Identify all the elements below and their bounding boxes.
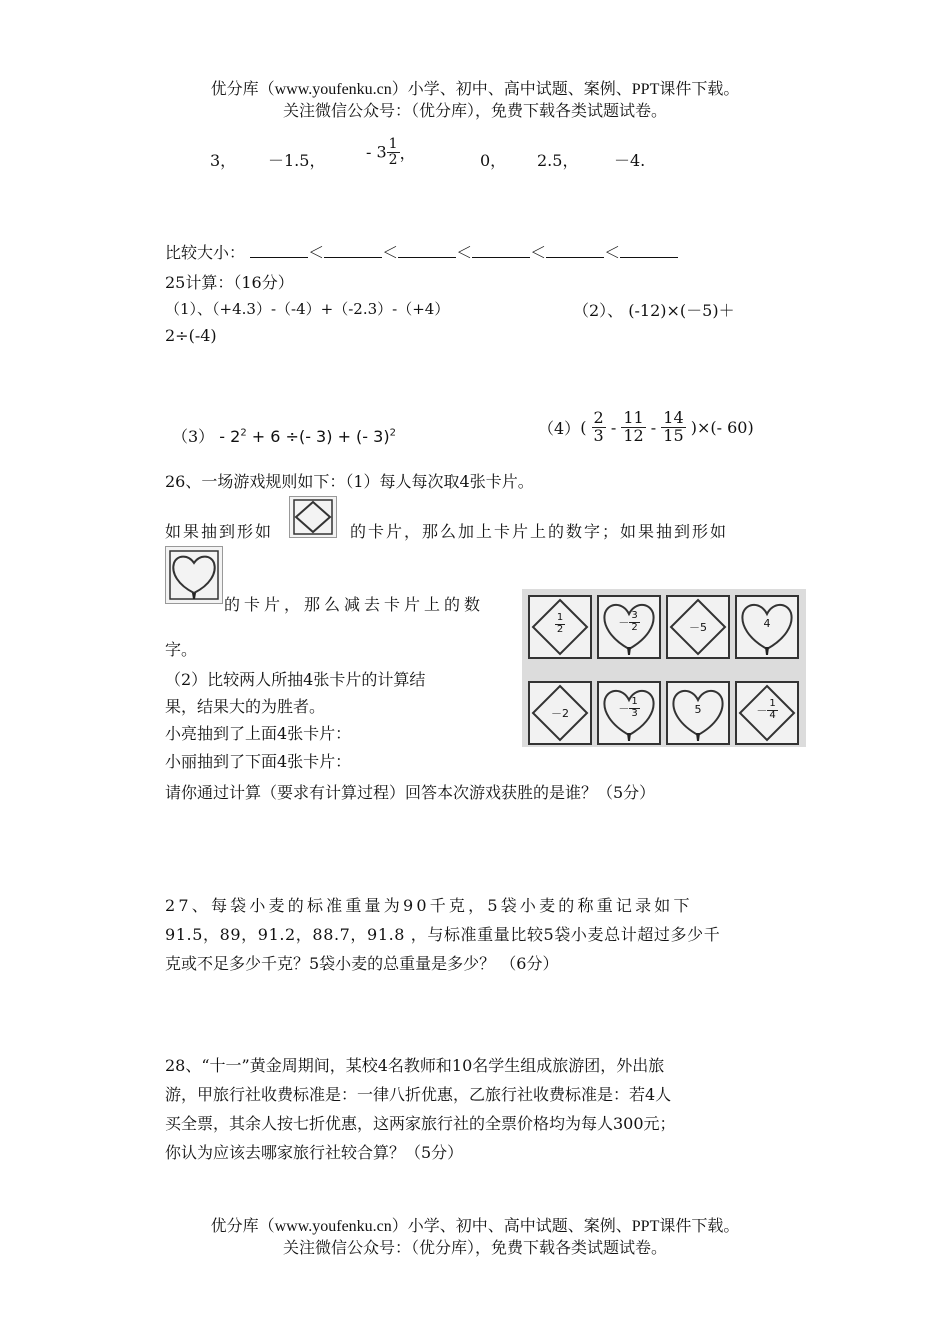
game-cards-image <box>522 589 806 747</box>
q26-line9: 请你通过计算（要求有计算过程）回答本次游戏获胜的是谁？（5分） <box>165 783 656 802</box>
q26-line4: 字。 <box>165 640 198 659</box>
card-bottom-4: － $\frac{1}{4}$ <box>735 681 799 745</box>
number-0: 0， <box>480 151 507 170</box>
q26-line2a: 如果抽到形如 <box>165 522 274 541</box>
q25-part2-cont: 2÷(-4) <box>165 326 217 345</box>
heart-card-icon <box>165 546 223 604</box>
q25-part3: $(3) - 2^2 + 6$ ÷(- 3) + (- 3)$^2$ <box>172 427 396 446</box>
q25-part4: （4）( $\frac{2}{3}$ - $\frac{11}{12}$ - $\frac{14}{15}$ )×(- 60) <box>538 408 754 445</box>
number-neg-3-half: - 3 $\frac{1}{2}$ ， <box>366 136 416 168</box>
answer-blank[interactable] <box>472 243 530 258</box>
q28-line4: 你认为应该去哪家旅行社较合算？（5分） <box>165 1143 464 1162</box>
page-footer-line2: 关注微信公众号：（优分库），免费下载各类试题试卷。 <box>282 1240 667 1257</box>
q26-line8: 小丽抽到了下面4张卡片： <box>165 752 352 771</box>
number-2-5: 2.5， <box>537 151 579 170</box>
card-top-2: － $\frac{3}{2}$ <box>597 595 661 659</box>
q28-line2: 游，甲旅行社收费标准是：一律八折优惠，乙旅行社收费标准是：若4人 <box>165 1085 672 1104</box>
answer-blank[interactable] <box>620 243 678 258</box>
q25-part1: （1）、（+4.3）-（-4）+（-2.3）-（+4） <box>165 300 450 318</box>
answer-blank[interactable] <box>398 243 456 258</box>
number-neg-4: －4. <box>614 151 646 170</box>
q27-line1: 27、每袋小麦的标准重量为90千克，5袋小麦的称重记录如下 <box>165 896 693 915</box>
card-top-4: 4 <box>735 595 799 659</box>
q26-line5: （2）比较两人所抽4张卡片的计算结 <box>165 670 426 689</box>
number-neg-1-5: －1.5， <box>268 151 326 170</box>
page-header-line1: 优分库（www.youfenku.cn）小学、初中、高中试题、案例、PPT课件下载。 <box>210 81 740 98</box>
number-3: 3， <box>210 151 237 170</box>
card-bottom-3: 5 <box>666 681 730 745</box>
page-header-line2: 关注微信公众号：（优分库），免费下载各类试题试卷。 <box>282 103 667 120</box>
card-top-3: －5 <box>666 595 730 659</box>
answer-blank[interactable] <box>546 243 604 258</box>
card-top-1: $\frac{1}{2}$ <box>528 595 592 659</box>
compare-label: 比较大小： <box>165 243 246 262</box>
q27-line3: 克或不足多少千克？5袋小麦的总重量是多少？ （6分） <box>165 954 559 973</box>
q26-line3: 的卡片，那么减去卡片上的数 <box>224 595 485 614</box>
q25-part2: （2）、 (-12)×(－5)＋ <box>573 301 735 320</box>
q26-line6: 果，结果大的为胜者。 <box>165 697 326 716</box>
q28-line1: 28、“十一”黄金周期间，某校4名教师和10名学生组成旅游团，外出旅 <box>165 1056 665 1075</box>
q26-line7: 小亮抽到了上面4张卡片： <box>165 724 352 743</box>
q26-line2b: 的卡片，那么加上卡片上的数字；如果抽到形如 <box>350 522 729 541</box>
card-bottom-1: －2 <box>528 681 592 745</box>
card-bottom-2: － $\frac{1}{3}$ <box>597 681 661 745</box>
q27-line2: 91.5，89，91.2，88.7，91.8 ，与标准重量比较5袋小麦总计超过多少千 <box>165 925 721 944</box>
q26-line1: 26、一场游戏规则如下：（1）每人每次取4张卡片。 <box>165 472 534 491</box>
diamond-card-icon <box>289 496 337 538</box>
answer-blank[interactable] <box>250 243 308 258</box>
answer-blank[interactable] <box>324 243 382 258</box>
q25-title: 25计算：（16分） <box>165 273 294 292</box>
q28-line3: 买全票，其余人按七折优惠，这两家旅行社的全票价格均为每人300元； <box>165 1114 676 1133</box>
compare-row: 比较大小： ＜ ＜ ＜ ＜ ＜ <box>165 240 678 263</box>
page-footer-line1: 优分库（www.youfenku.cn）小学、初中、高中试题、案例、PPT课件下载。 <box>210 1218 740 1235</box>
